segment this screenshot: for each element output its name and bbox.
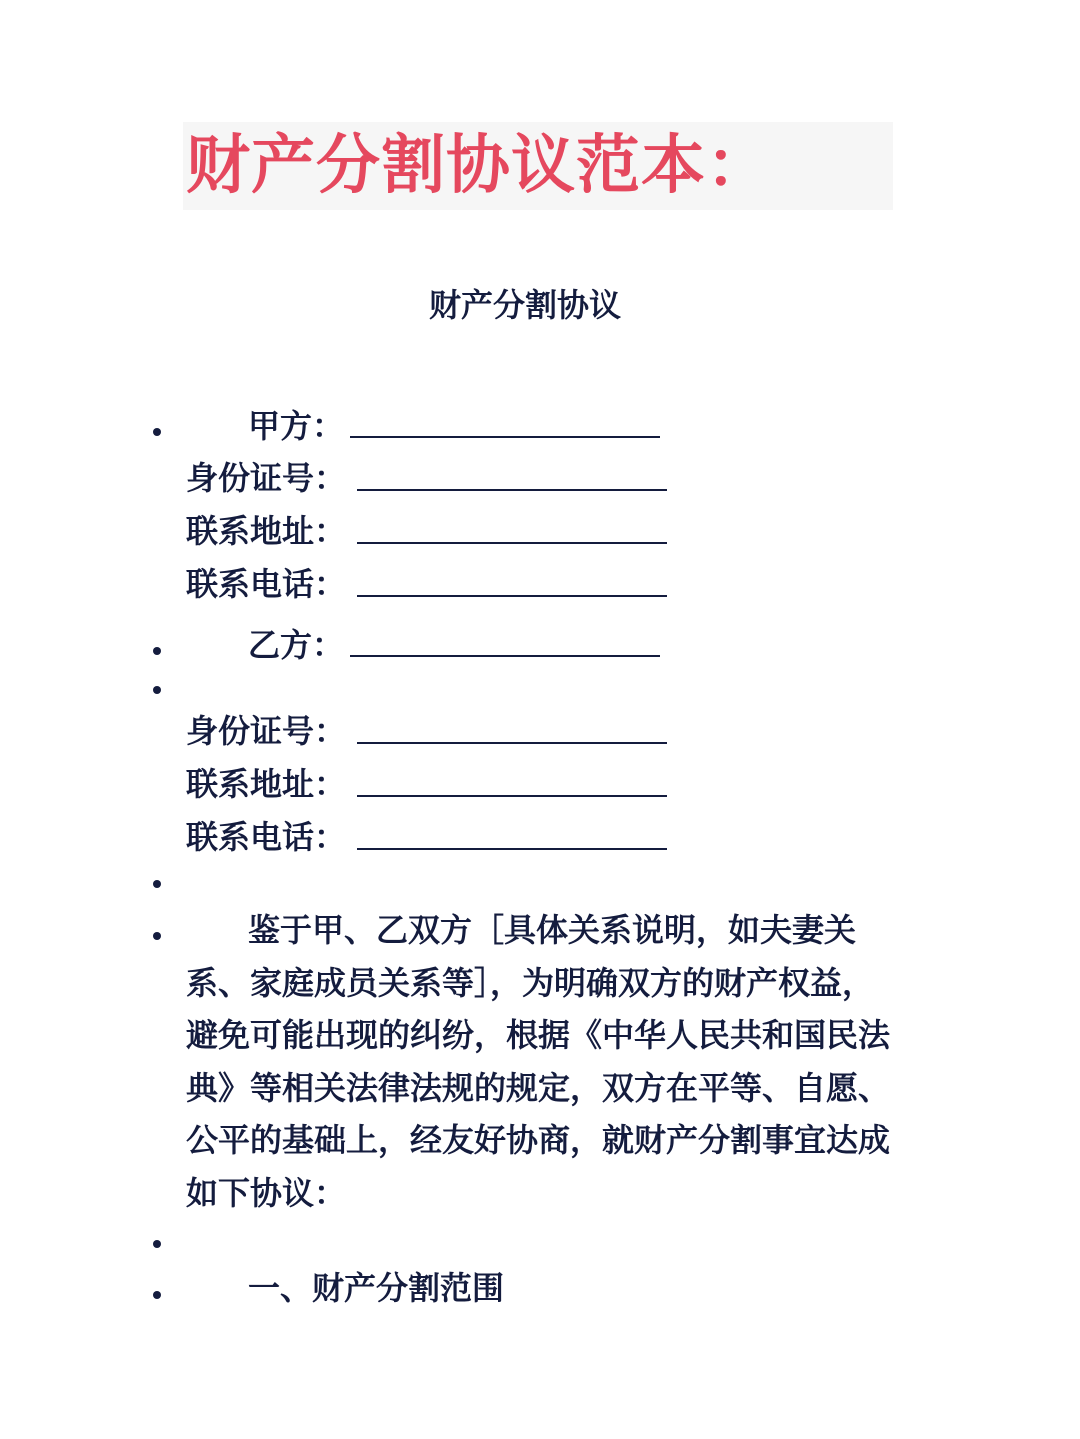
party-b-id-label: 身份证号： [186,712,347,750]
party-a-id-blank[interactable] [357,489,667,491]
preamble-paragraph [186,904,902,1219]
section-1-title-line [248,1262,504,1314]
bullet-icon [153,1291,161,1299]
party-a-phone-line [186,558,346,610]
bullet-icon [153,686,161,694]
party-b-id-blank[interactable] [357,742,667,744]
party-b-address-blank[interactable] [357,795,667,797]
party-a-address-label: 联系地址： [186,512,347,550]
bullet-icon [153,880,161,888]
party-a-line [248,400,344,452]
party-a-address-blank[interactable] [357,542,667,544]
party-b-phone-line [186,811,346,863]
party-a-phone-blank[interactable] [357,595,667,597]
party-b-label: 乙方： [248,626,345,664]
bullet-icon [153,1240,161,1248]
party-a-label: 甲方： [248,407,345,445]
party-b-phone-blank[interactable] [357,848,667,850]
party-a-phone-label: 联系电话： [186,565,347,603]
preamble-text: 鉴于甲、乙双方［具体关系说明，如夫妻关系、家庭成员关系等］，为明确双方的财产权益，避免可能出现的纠纷，根据《中华人民共和国民法典》等相关法律法规的规定，双方在平等、自愿、公平的基础上，经友好协商，就财产分割事宜达成如下协议： [186,911,891,1212]
party-a-name-blank[interactable] [350,436,660,438]
party-b-address-line [186,758,346,810]
party-b-address-label: 联系地址： [186,765,347,803]
party-b-phone-label: 联系电话： [186,818,347,856]
party-a-id-label: 身份证号： [186,459,347,497]
bullet-icon [153,428,161,436]
page-heading: 财产分割协议范本： [186,129,771,203]
party-b-id-line [186,705,346,757]
party-b-name-blank[interactable] [350,655,660,657]
party-b-line [248,619,344,671]
section-1-title: 一、财产分割范围 [248,1269,505,1307]
party-a-id-line [186,452,346,504]
bullet-icon [153,647,161,655]
bullet-icon [153,932,161,940]
document-title: 财产分割协议 [428,286,621,324]
party-a-address-line [186,505,346,557]
